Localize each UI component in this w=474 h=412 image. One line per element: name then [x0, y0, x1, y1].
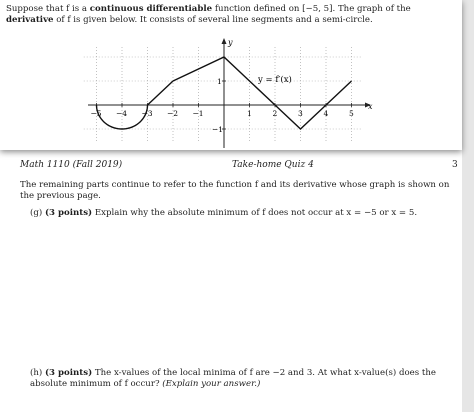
quiz-header: Take-home Quiz 4 [232, 160, 314, 170]
axes [88, 38, 373, 148]
problem-statement: Suppose that f is a continuous differentiable function defined on [−5, 5]. The graph of the derivative of f is given below. It consists of several line segments and a semi-circle. [6, 4, 411, 25]
curve-label: y = f′(x) [258, 75, 292, 85]
line-segment [148, 81, 174, 105]
x-tick-label: −3 [141, 109, 153, 118]
x-axis-label: x [368, 102, 373, 111]
question-h: (h) (3 points) The x-values of the local minima of f are −2 and 3. At what x-value(s) does the absolute minimum of f occur? (Explain your answer.) [30, 368, 436, 389]
course-header: Math 1110 (Fall 2019) [20, 160, 123, 170]
line-segment [173, 57, 352, 129]
previous-page-card [0, 0, 462, 150]
derivative-graph [0, 34, 462, 150]
page-number: 3 [452, 160, 458, 170]
y-axis-label: y [228, 38, 233, 47]
x-tick-label: 3 [298, 109, 303, 118]
y-tick-label: 1 [217, 77, 222, 86]
y-tick-label: −1 [212, 125, 224, 134]
x-tick-label: −4 [116, 109, 128, 118]
x-tick-label: 5 [349, 109, 354, 118]
x-tick-label: −5 [90, 109, 102, 118]
x-tick-label: 2 [272, 109, 278, 118]
background-strip [462, 0, 474, 412]
x-tick-label: −2 [167, 109, 179, 118]
question-g: (g) (3 points) Explain why the absolute minimum of f does not occur at x = −5 or x = 5. [30, 208, 418, 218]
x-tick-label: 1 [247, 109, 252, 118]
y-axis-arrow [222, 38, 227, 44]
x-tick-label: 4 [323, 109, 329, 118]
continue-text: The remaining parts continue to refer to the function f and its derivative whose graph is shown on the previous page. [20, 180, 450, 201]
x-tick-label: −1 [192, 109, 204, 118]
